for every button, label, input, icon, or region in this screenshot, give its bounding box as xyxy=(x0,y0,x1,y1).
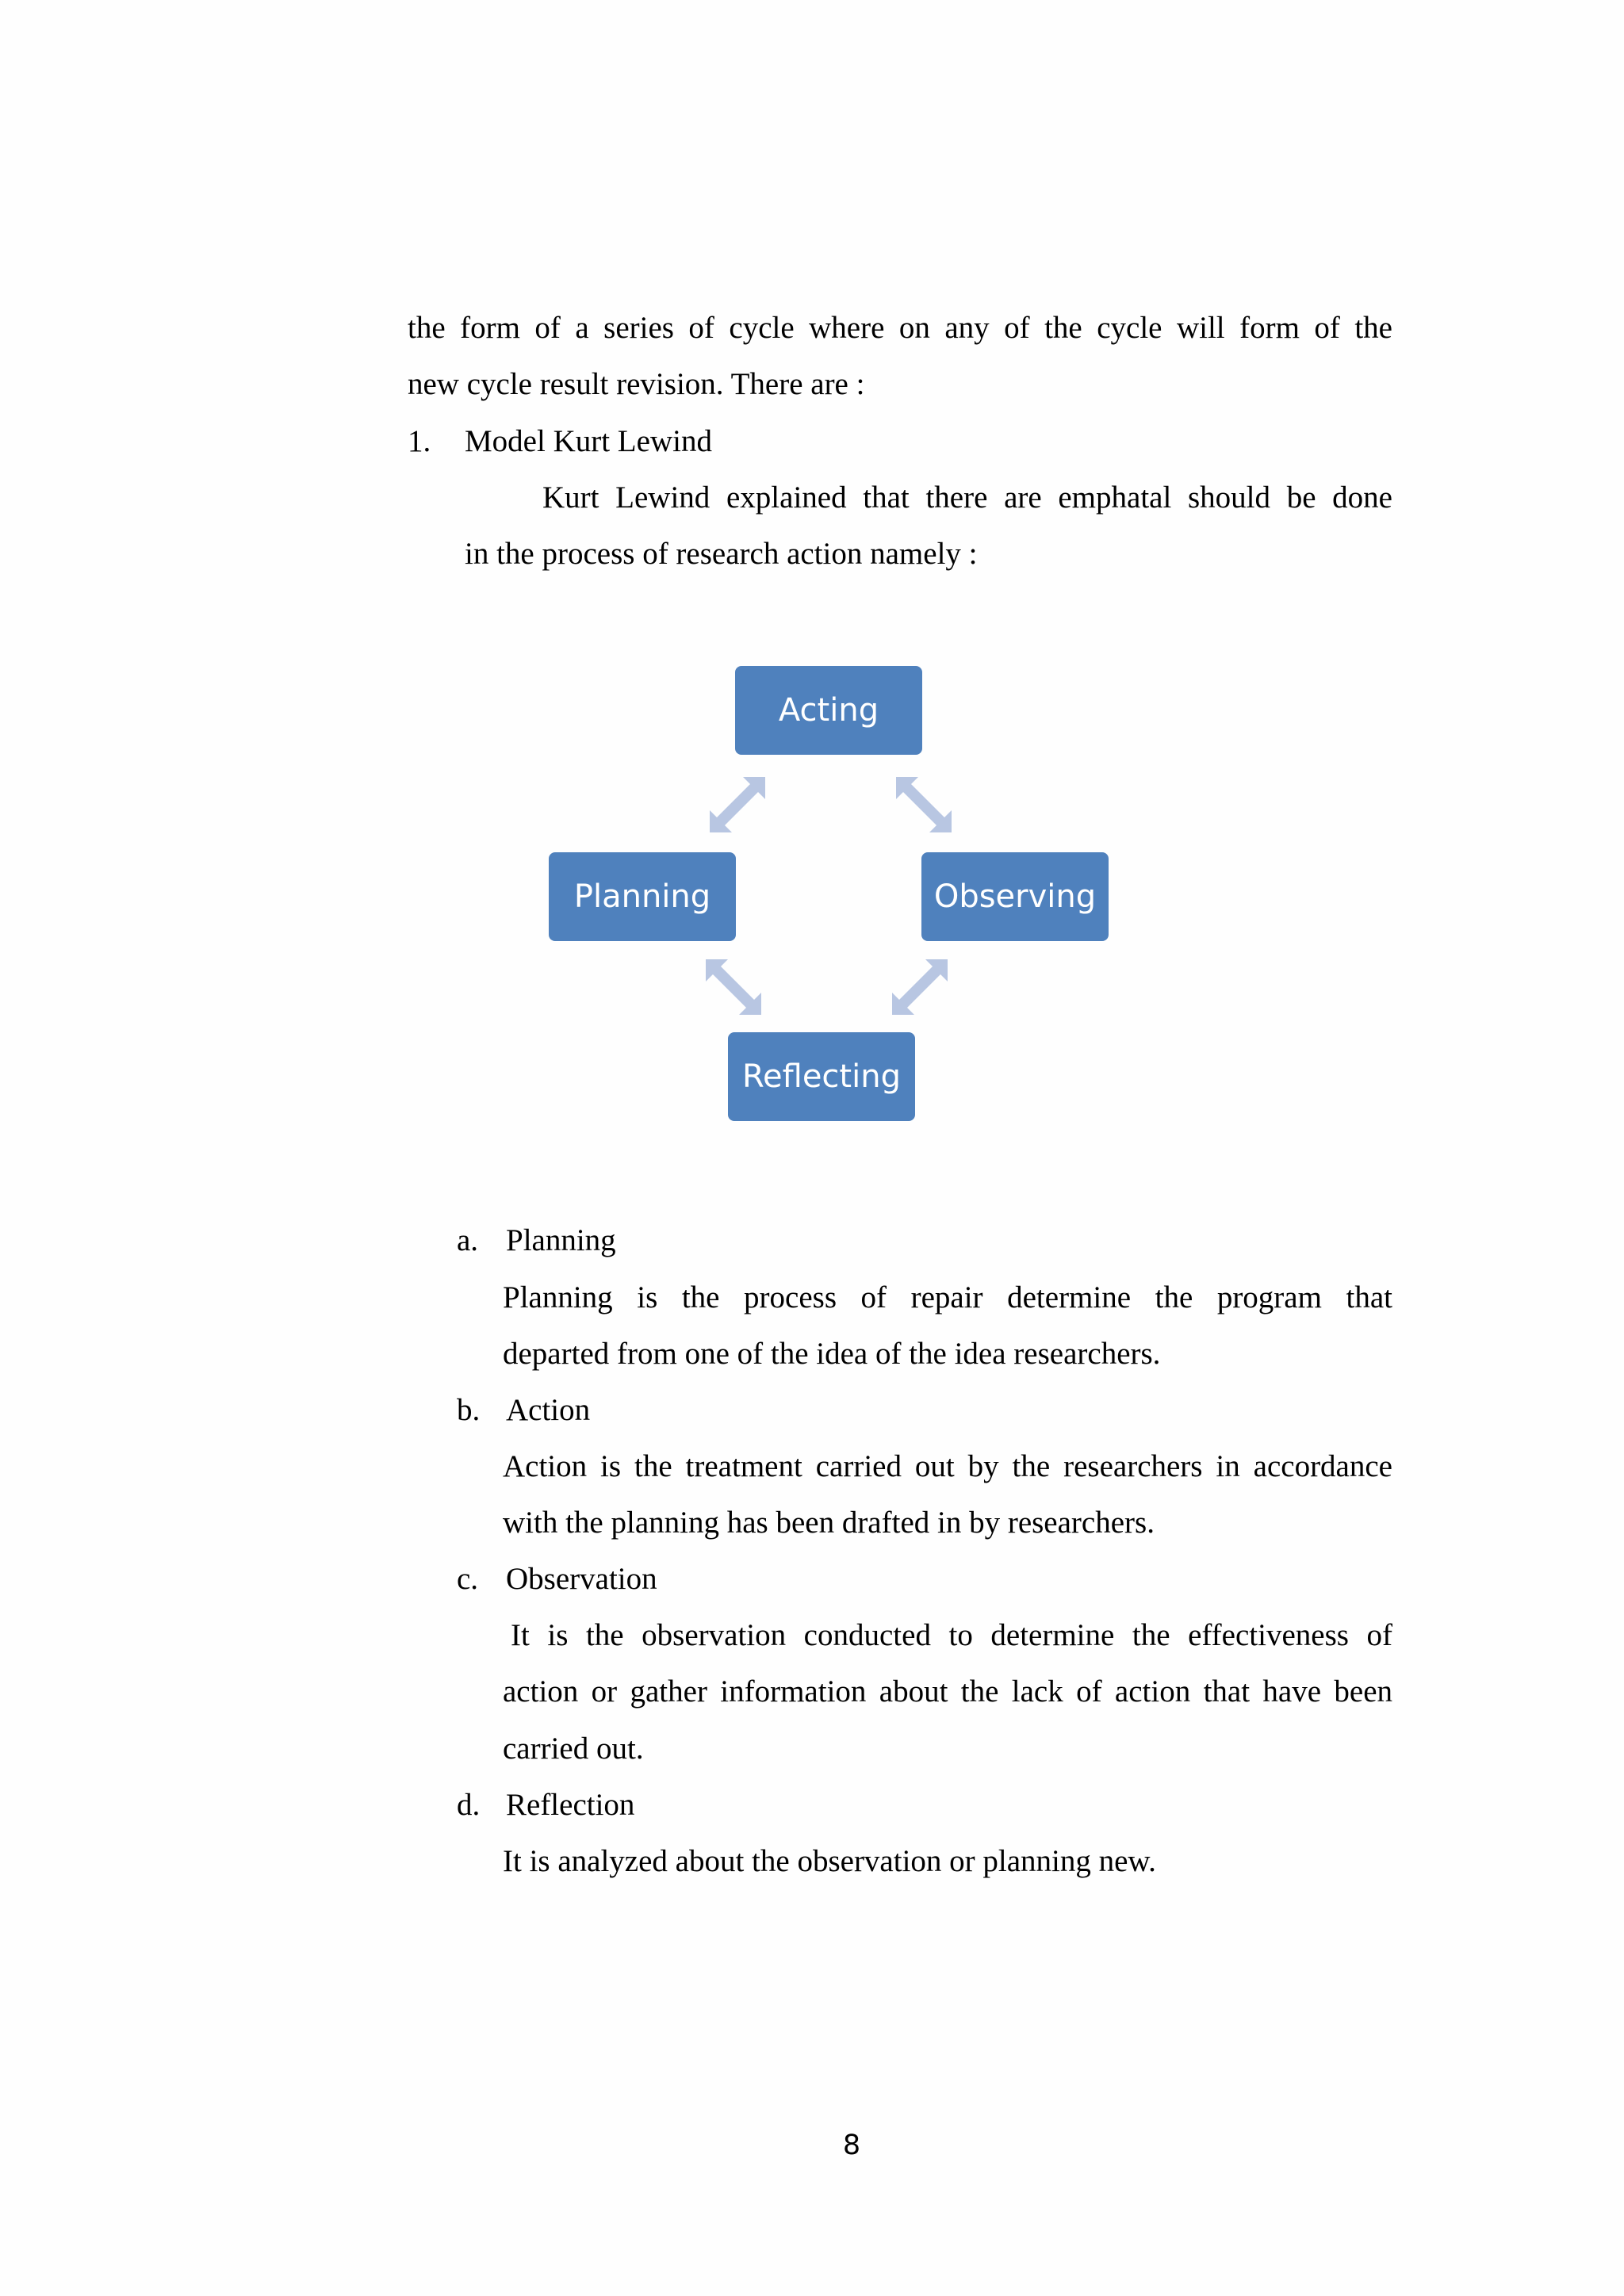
item-d-marker: d. xyxy=(457,1788,481,1822)
section-title: Model Kurt Lewind xyxy=(465,424,712,458)
item-c-line-2: action or gather information about the lack of action that have been xyxy=(503,1674,1392,1709)
page-number: 8 xyxy=(842,2130,861,2161)
item-a-line-2: departed from one of the idea of the idea researchers. xyxy=(503,1337,1161,1371)
item-b-title: Action xyxy=(506,1393,591,1427)
node-planning: Planning xyxy=(549,852,736,941)
item-b-marker: b. xyxy=(457,1393,481,1427)
section-number: 1. xyxy=(408,424,431,458)
section-paragraph-line-1: Kurt Lewind explained that there are emphatal should be done xyxy=(542,480,1392,515)
item-c-line-1: It is the observation conducted to determine the effectiveness of xyxy=(511,1618,1392,1652)
item-b-line-2: with the planning has been drafted in by researchers. xyxy=(503,1506,1155,1540)
node-reflecting: Reflecting xyxy=(728,1032,915,1121)
item-c-title: Observation xyxy=(506,1562,657,1596)
intro-line-2: new cycle result revision. There are : xyxy=(408,367,865,401)
node-observing: Observing xyxy=(921,852,1109,941)
arrow-planning-reflecting xyxy=(698,951,769,1023)
item-c-line-3: carried out. xyxy=(503,1732,644,1766)
item-a-marker: a. xyxy=(457,1223,479,1257)
node-acting: Acting xyxy=(735,666,922,755)
item-d-line-1: It is analyzed about the observation or planning new. xyxy=(503,1844,1156,1878)
item-d-title: Reflection xyxy=(506,1788,635,1822)
section-paragraph-line-2: in the process of research action namely : xyxy=(465,537,978,571)
item-b-line-1: Action is the treatment carried out by the researchers in accordance xyxy=(503,1449,1392,1483)
item-a-title: Planning xyxy=(506,1223,616,1257)
arrow-planning-acting xyxy=(702,769,773,840)
arrow-acting-observing xyxy=(888,769,959,840)
intro-line-1: the form of a series of cycle where on any of the cycle will form of the xyxy=(408,311,1392,345)
item-a-line-1: Planning is the process of repair determine the program that xyxy=(503,1280,1392,1314)
item-c-marker: c. xyxy=(457,1562,479,1596)
arrow-observing-reflecting xyxy=(884,951,956,1023)
